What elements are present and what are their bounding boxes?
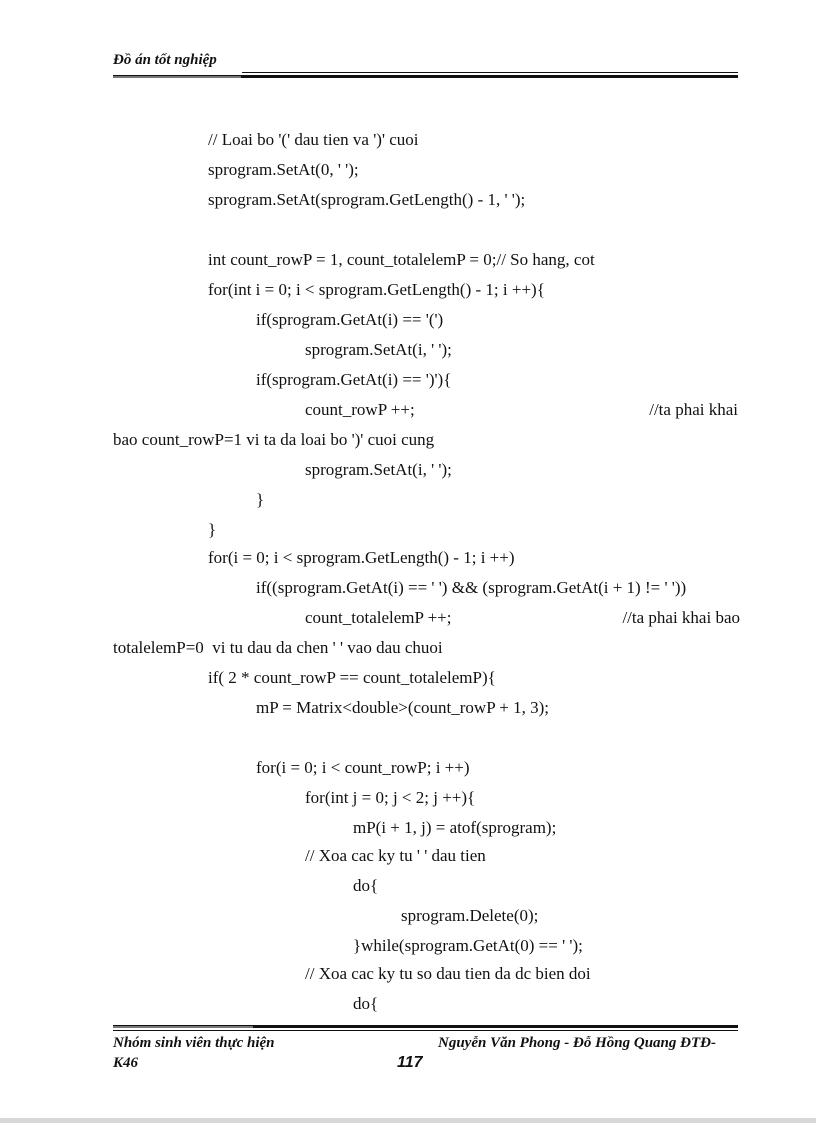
code-line: sprogram.SetAt(sprogram.GetLength() - 1, ' '); <box>208 190 526 209</box>
code-statement: count_totalelemP ++; <box>305 608 452 627</box>
code-line: sprogram.SetAt(i, ' '); <box>305 340 452 359</box>
code-line: mP = Matrix<double>(count_rowP + 1, 3); <box>256 698 550 717</box>
footer-rule-thin <box>113 1030 738 1031</box>
code-line: sprogram.SetAt(0, ' '); <box>208 160 359 179</box>
header-rule-thin <box>242 72 738 73</box>
code-line: if( 2 * count_rowP == count_totalelemP){ <box>208 668 496 687</box>
footer-authors: Nguyễn Văn Phong - Đỗ Hồng Quang ĐTĐ- <box>438 1035 716 1051</box>
code-line: for(i = 0; i < count_rowP; i ++) <box>256 758 470 777</box>
footer-class-label: K46 <box>113 1055 139 1071</box>
code-line: } <box>256 490 265 509</box>
code-line: for(int i = 0; i < sprogram.GetLength() - 1; i ++){ <box>208 280 545 299</box>
code-line: mP(i + 1, j) = atof(sprogram); <box>353 818 557 837</box>
code-line: // Xoa cac ky tu ' ' dau tien <box>305 846 486 865</box>
header-title: Đồ án tốt nghiệp <box>113 52 217 68</box>
code-comment: //ta phai khai bao <box>622 608 740 627</box>
code-line: // Loai bo '(' dau tien va ')' cuoi <box>208 130 419 149</box>
code-line: if((sprogram.GetAt(i) == ' ') && (sprogram.GetAt(i + 1) != ' ')) <box>256 578 687 597</box>
code-comment: //ta phai khai <box>649 400 738 419</box>
code-line: for(i = 0; i < sprogram.GetLength() - 1; i ++) <box>208 548 515 567</box>
code-line-with-comment <box>305 606 740 630</box>
code-block <box>0 128 816 1028</box>
code-line: }while(sprogram.GetAt(0) == ' '); <box>353 936 583 955</box>
code-line: // Xoa cac ky tu so dau tien da dc bien doi <box>305 964 591 983</box>
code-line-wrapped: bao count_rowP=1 vi ta da loai bo ')' cuoi cung <box>113 430 435 449</box>
code-line-wrapped: totalelemP=0 vi tu dau da chen ' ' vao dau chuoi <box>113 638 443 657</box>
code-line: for(int j = 0; j < 2; j ++){ <box>305 788 476 807</box>
page-number: 117 <box>397 1054 423 1071</box>
code-line: sprogram.SetAt(i, ' '); <box>305 460 452 479</box>
page-bottom-edge <box>0 1118 816 1123</box>
code-statement: count_rowP ++; <box>305 400 415 419</box>
code-line-with-comment <box>305 398 738 422</box>
header-rule-accent <box>113 76 241 78</box>
code-line: if(sprogram.GetAt(i) == ')'){ <box>256 370 452 389</box>
code-line: if(sprogram.GetAt(i) == '(') <box>256 310 444 329</box>
code-line: do{ <box>353 994 379 1013</box>
footer-team-label: Nhóm sinh viên thực hiện <box>113 1035 275 1051</box>
code-line: sprogram.Delete(0); <box>401 906 539 925</box>
footer-rule-accent <box>113 1026 253 1028</box>
code-line: } <box>208 520 217 539</box>
code-line: int count_rowP = 1, count_totalelemP = 0;// So hang, cot <box>208 250 595 269</box>
code-line: do{ <box>353 876 379 895</box>
